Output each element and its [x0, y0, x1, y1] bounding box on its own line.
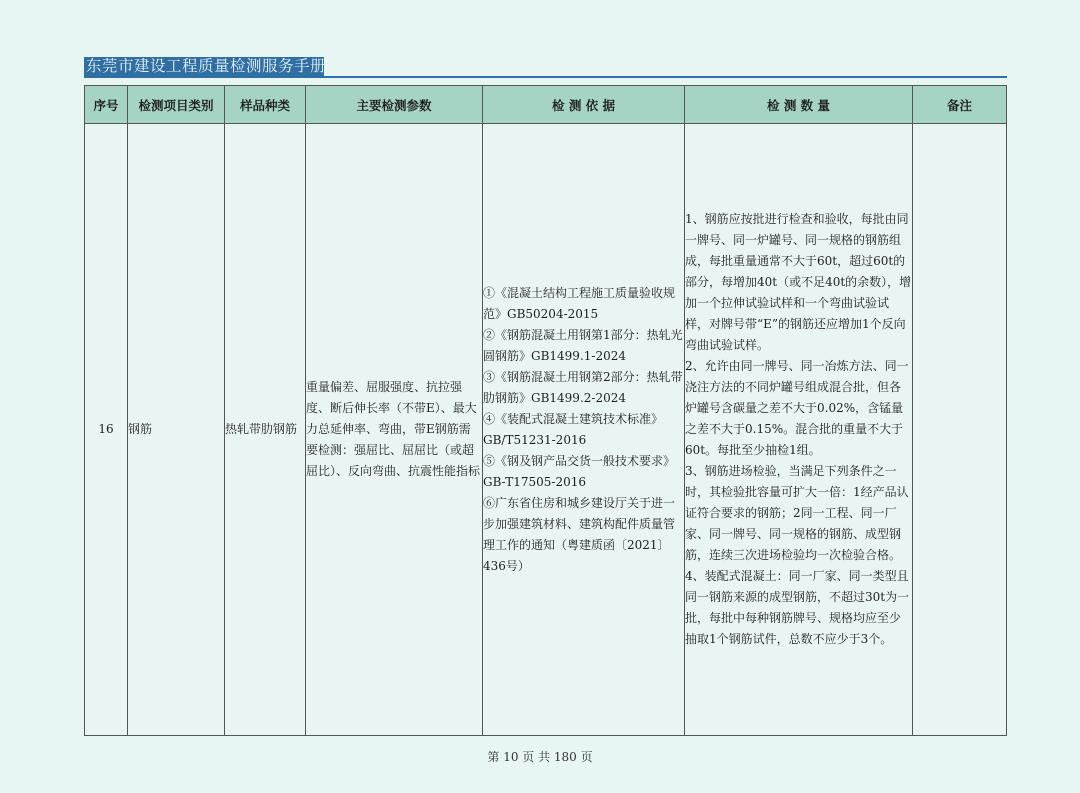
col-header-parameters: 主要检测参数	[306, 86, 483, 124]
quantity-item: 3、钢筋进场检验，当满足下列条件之一时，其检验批容量可扩大一倍：1经产品认证符合要求的钢筋；2同一工程、同一厂家、同一牌号、同一规格的钢筋、成型钢筋，连续三次进场检验均一次检验合格。	[685, 464, 909, 562]
basis-item: ①《混凝土结构工程施工质量验收规范》GB50204-2015	[483, 285, 676, 321]
col-header-index: 序号	[85, 86, 128, 124]
cell-index: 16	[85, 124, 128, 736]
basis-item: ⑤《钢及钢产品交货一般技术要求》GB-T17505-2016	[483, 453, 676, 489]
quantity-item: 2、允许由同一牌号、同一冶炼方法、同一浇注方法的不同炉罐号组成混合批，但各炉罐号含碳量之差不大于0.02%，含锰量之差不大于0.15%。混合批的重量不大于60t。每批至少抽检1组。	[685, 359, 909, 457]
manual-title: 东莞市建设工程质量检测服务手册	[86, 57, 327, 75]
basis-item: ②《钢筋混凝土用钢第1部分：热轧光圆钢筋》GB1499.1-2024	[483, 327, 683, 363]
header-row	[85, 86, 1007, 124]
col-header-basis: 检 测 依 据	[483, 86, 685, 124]
col-header-quantity: 检 测 数 量	[685, 86, 913, 124]
header-rule	[84, 76, 1007, 78]
table-row	[85, 124, 1007, 736]
col-header-category: 检测项目类别	[128, 86, 225, 124]
cell-remark	[913, 124, 1007, 736]
basis-item: ④《装配式混凝土建筑技术标准》GB/T51231-2016	[483, 411, 664, 447]
quantity-item: 4、装配式混凝土：同一厂家、同一类型且同一钢筋来源的成型钢筋，不超过30t为一批，每批中每种钢筋牌号、规格均应至少抽取1个钢筋试件，总数不应少于3个。	[685, 569, 910, 646]
basis-item: ⑥广东省住房和城乡建设厅关于进一步加强建筑材料、建筑构配件质量管理工作的通知（粤建质函〔2021〕436号）	[483, 495, 676, 573]
basis-item: ③《钢筋混凝土用钢第2部分：热轧带肋钢筋》GB1499.2-2024	[483, 369, 683, 405]
cell-sample-type: 热轧带肋钢筋	[225, 124, 306, 736]
col-header-remark: 备注	[913, 86, 1007, 124]
inspection-table	[84, 85, 1007, 736]
quantity-item: 1、钢筋应按批进行检查和验收，每批由同一牌号、同一炉罐号、同一规格的钢筋组成，每批重量通常不大于60t，超过60t的部分，每增加40t（或不足40t的余数），增加一个拉伸试验试样和一个弯曲试验试样，对牌号带“E”的钢筋还应增加1个反向弯曲试验试样。	[685, 212, 912, 352]
col-header-sample-type: 样品种类	[225, 86, 306, 124]
cell-basis	[483, 124, 685, 736]
cell-quantity	[685, 124, 913, 736]
page-number: 第 10 页 共 180 页	[487, 750, 593, 764]
cell-category: 钢筋	[128, 124, 225, 736]
cell-parameters: 重量偏差、屈服强度、抗拉强度、断后伸长率（不带E）、最大力总延伸率、弯曲，带E钢筋需要检测：强屈比、屈屈比（或超屈比）、反向弯曲、抗震性能指标	[306, 124, 483, 736]
